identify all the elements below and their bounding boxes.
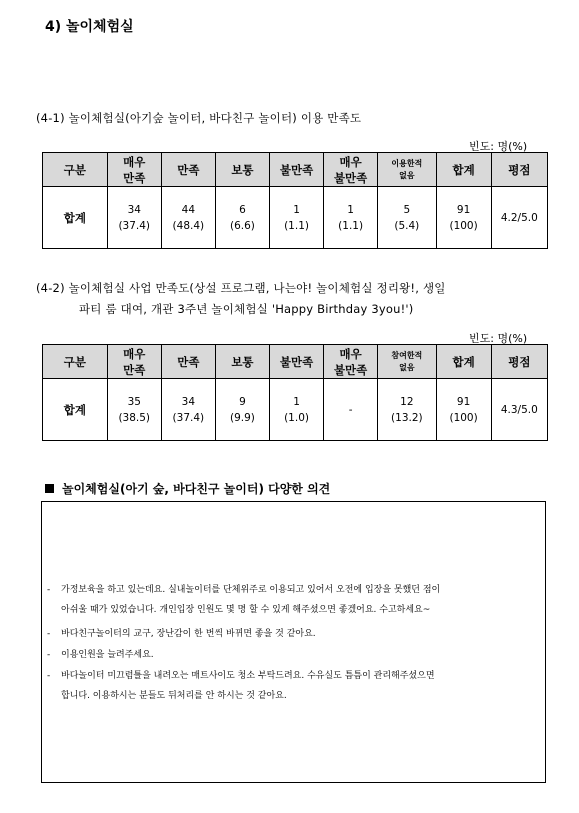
data-cell: 44 (48.4) (161, 187, 215, 249)
data-cell: 5 (5.4) (378, 187, 436, 249)
table2-unit: 빈도: 명(%) (469, 332, 528, 345)
row-label: 합계 (43, 187, 108, 249)
data-cell: 91 (100) (436, 187, 491, 249)
row-label: 합계 (43, 379, 108, 441)
data-cell: 34 (37.4) (161, 379, 215, 441)
table1-title: (4-1) 놀이체험실(아기숲 놀이터, 바다친구 놀이터) 이용 만족도 (36, 111, 362, 125)
header-cell: 참여한적 없음 (378, 345, 436, 379)
header-cell: 구분 (43, 153, 108, 187)
data-cell: - (324, 379, 378, 441)
square-bullet-icon (45, 484, 54, 493)
table2-title-line1: (4-2) 놀이체험실 사업 만족도(상설 프로그램, 나는야! 놀이체험실 정리왕!, 생일 (36, 281, 446, 295)
data-cell: 1 (1.1) (269, 187, 323, 249)
header-cell: 보통 (215, 345, 269, 379)
rating-cell: 4.2/5.0 (491, 187, 547, 249)
header-cell: 보통 (215, 153, 269, 187)
data-cell: 35 (38.5) (107, 379, 161, 441)
section-heading: 4) 놀이체험실 (45, 19, 134, 35)
header-cell: 만족 (161, 153, 215, 187)
header-cell: 이용한적 없음 (378, 153, 436, 187)
header-cell: 매우 만족 (107, 153, 161, 187)
data-cell: 9 (9.9) (215, 379, 269, 441)
data-cell: 34 (37.4) (107, 187, 161, 249)
opinions-heading (45, 480, 330, 497)
satisfaction-table-1 (42, 152, 548, 249)
header-cell: 매우 만족 (107, 345, 161, 379)
header-cell: 만족 (161, 345, 215, 379)
data-cell: 12 (13.2) (378, 379, 436, 441)
table2-title-line2: 파티 룸 대여, 개관 3주년 놀이체험실 'Happy Birthday 3you!') (79, 302, 414, 316)
opinion-item: - 바다친구놀이터의 교구, 장난감이 한 번씩 바뀌면 좋을 것 같아요. (47, 629, 316, 639)
header-cell: 매우 불만족 (324, 345, 378, 379)
rating-cell: 4.3/5.0 (491, 379, 547, 441)
satisfaction-table-2 (42, 344, 548, 441)
header-cell: 구분 (43, 345, 108, 379)
header-cell: 불만족 (269, 345, 323, 379)
header-cell: 불만족 (269, 153, 323, 187)
data-cell: 1 (1.0) (269, 379, 323, 441)
data-cell: 91 (100) (436, 379, 491, 441)
opinion-item: - 이용인원을 늘려주세요. (47, 650, 154, 660)
header-cell: 평점 (491, 153, 547, 187)
table1-unit: 빈도: 명(%) (469, 140, 528, 153)
header-cell: 합계 (436, 345, 491, 379)
data-cell: 6 (6.6) (215, 187, 269, 249)
opinion-item: - 가정보육을 하고 있는데요. 실내놀이터를 단체위주로 이용되고 있어서 오전에 입장을 못했던 점이 아쉬울 때가 있었습니다. 개인입장 인원도 몇 명 할 수 있게 해주셨으면 좋겠어요. 수고하세요~ (47, 585, 441, 615)
header-cell: 매우 불만족 (324, 153, 378, 187)
opinions-title: 놀이체험실(아기 숲, 바다친구 놀이터) 다양한 의견 (62, 482, 331, 496)
header-cell: 평점 (491, 345, 547, 379)
opinions-box (41, 501, 546, 783)
data-cell: 1 (1.1) (324, 187, 378, 249)
opinion-item: - 바다놀이터 미끄럼틀을 내려오는 매트사이도 청소 부탁드려요. 수유실도 틈틈이 관리해주셨으면 합니다. 이용하시는 분들도 뒤처리를 안 하시는 것 같아요. (47, 671, 435, 701)
header-cell: 합계 (436, 153, 491, 187)
